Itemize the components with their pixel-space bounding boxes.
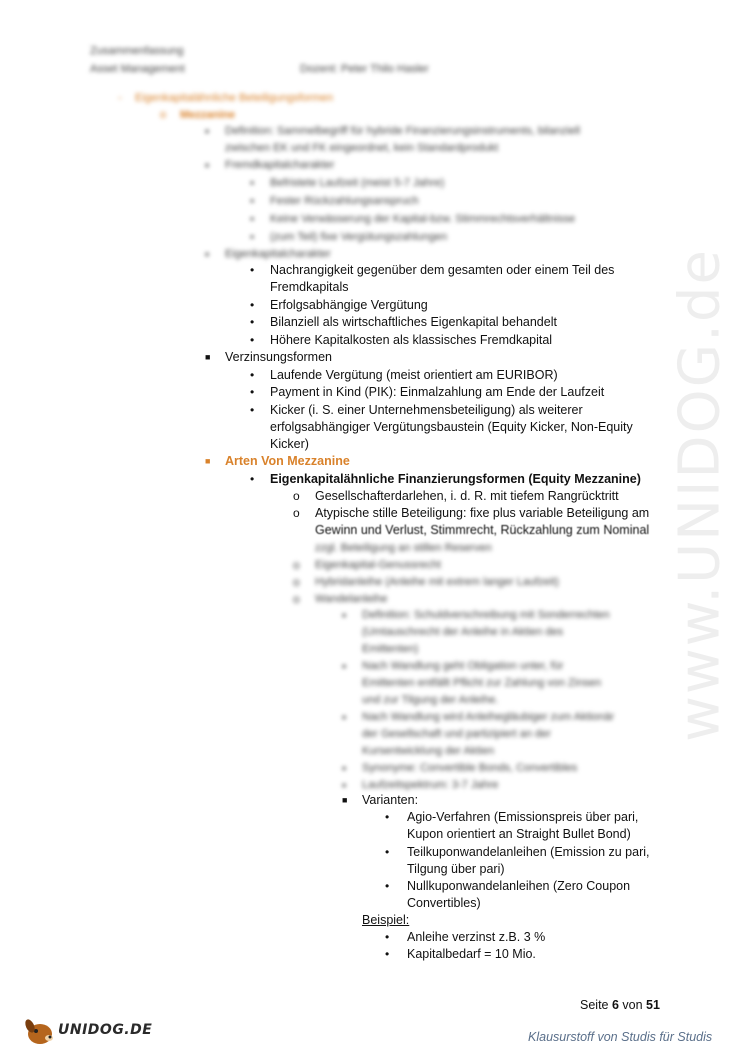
logo-text: UNIDOG.DE xyxy=(58,1022,153,1038)
document-page: www.UNIDOG.de Zusammenfassung Asset Management Dozent: Peter Thilo Hasler - Eigenkapitalähnliche Beteiligungsformen o Mezzanine ▪ Definition: Sammelbegriff für hybride Finanzierungsinstruments, bilanziell zwischen EK und FK eingeordnet, kein Standardprodukt ▪ Fremdkapitalcharakter • Befristete Laufzeit (meist 5-7 Jahre) • Fester Rückzahlungsanspruch • Keine Verwässerung der Kapital-bzw. Stimmrechtsverhältnisse • (zum Teil) fixe Vergütungszahlungen ▪ Eigenkapitalcharakter • Nachrangigkeit gegenüber dem gesamten oder einem Teil des Fremdkapitals • Erfolgsabhängige Vergütung • Bilanziell als wirtschaftliches Eigenkapital behandelt • Höhere Kapitalkosten als klassisches Fremdkapital ■ Verzinsungsformen • Laufende Vergütung (meist orientiert am EURIBOR) • Payment in Kind (PIK): Einmalzahlung am Ende der Laufzeit • Kicker (i. S. einer Unternehmensbeteiligung) als weiterer erfolgsabhängiger Vergütungsbaustein (Equity Kicker, Non-Equity Kicker) ■ Arten Von Mezzanine • Eigenkapitalähnliche Finanzierungsformen (Equity Mezzanine) o Gesellschafterdarlehen, i. d. R. mit tiefem Rangrücktritt o Atypische stille Beteiligung: fixe plus variable Beteiligung am Gewinn und Verlust, Stimmrecht, Rückzahlung zum Nominal zzgl. Beteiligung an stillen Reserven o Eigenkapital-Genussrecht o Hybridanleihe (Anleihe mit extrem langer Laufzeit) o Wandelanleihe ▪ Definition: Schuldverschreibung mit Sonderrechten (Umtauschrecht der Anleihe in Aktien des Emittenten) ▪ Nach Wandlung geht Obligation unter, für Emittenten entfällt Pflicht zur Zahlung von Zinsen und zur Tilgung der Anleihe. ▪ Nach Wandlung wird Anleihegläubiger zum Aktionär der Gesellschaft und partizipiert an der Kursentwicklung der Aktien ▪ Synonyme: Convertible Bonds, Convertibles ▪ Laufzeitspektrum: 3-7 Jahre ■ Varianten: • Agio-Verfahren (Emissionspreis über pari, Kupon orientiert an Straight Bullet Bond) • Teilkuponwandelanleihen (Emission zu pari, Tilgung über pari) • Nullkuponwandelanleihen (Zero Coupon Convertibles) Beispiel: • Anleihe verzinst z.B. 3 % • Kapitalbedarf = 10 Mio. Seite 6 von 51 UNIDOG.DE Klausurstoff von Studis für Studis xyxy=(0,0,750,1059)
page-separator: von xyxy=(618,998,647,1012)
wandelanleihe-item-cont: der Gesellschaft und partizipiert an der xyxy=(362,728,551,740)
variante-item-cont: Convertibles) xyxy=(407,896,481,910)
wandelanleihe-item: Nach Wandlung geht Obligation unter, für xyxy=(362,660,564,672)
page-number xyxy=(580,998,660,1012)
fk-item: Fester Rückzahlungsanspruch xyxy=(270,195,419,207)
arten-item: Gesellschafterdarlehen, i. d. R. mit tiefem Rangrücktritt xyxy=(315,489,619,503)
arten-item: Atypische stille Beteiligung: fixe plus variable Beteiligung am xyxy=(315,506,650,520)
wandelanleihe-item-cont: und zur Tilgung der Anleihe. xyxy=(362,694,499,706)
fk-item: Befristete Laufzeit (meist 5-7 Jahre) xyxy=(270,177,445,189)
beispiel-item: Kapitalbedarf = 10 Mio. xyxy=(407,947,536,961)
page-total: 51 xyxy=(646,998,660,1012)
definition-line-1: Definition: Sammelbegriff für hybride Finanzierungsinstruments, bilanziell xyxy=(225,125,581,137)
arten-item: Eigenkapital-Genussrecht xyxy=(315,559,441,571)
variante-item-cont: Kupon orientiert an Straight Bullet Bond) xyxy=(407,827,631,841)
fk-heading: Fremdkapitalcharakter xyxy=(225,159,335,171)
footer-slogan: Klausurstoff von Studis für Studis xyxy=(528,1030,713,1044)
equity-mezzanine-heading: Eigenkapitalähnliche Finanzierungsformen (Equity Mezzanine) xyxy=(270,472,641,486)
verzinsung-item: Kicker (i. S. einer Unternehmensbeteiligung) als weiterer xyxy=(270,403,583,417)
section-heading: Eigenkapitalähnliche Beteiligungsformen xyxy=(135,92,334,104)
wandelanleihe-item: Definition: Schuldverschreibung mit Sonderrechten xyxy=(362,609,610,621)
variante-item-cont: Tilgung über pari) xyxy=(407,862,505,876)
verzinsung-item-cont: erfolgsabhängiger Vergütungsbaustein (Equity Kicker, Non-Equity xyxy=(270,420,633,434)
ek-item: Erfolgsabhängige Vergütung xyxy=(270,298,428,312)
fk-item: Keine Verwässerung der Kapital-bzw. Stimmrechtsverhältnisse xyxy=(270,213,576,225)
variante-item: Nullkuponwandelanleihen (Zero Coupon xyxy=(407,879,631,893)
verzinsung-heading: Verzinsungsformen xyxy=(225,350,333,364)
definition-line-2: zwischen EK und FK eingeordnet, kein Standardprodukt xyxy=(225,142,499,154)
wandelanleihe-item: Laufzeitspektrum: 3-7 Jahre xyxy=(362,779,499,791)
arten-item-cont: Gewinn und Verlust, Stimmrecht, Rückzahlung zum Nominal xyxy=(315,523,650,537)
watermark xyxy=(640,250,750,740)
ek-heading: Eigenkapitalcharakter xyxy=(225,248,331,260)
ek-item-cont: Fremdkapitals xyxy=(270,280,349,294)
wandelanleihe-item-cont: (Umtauschrecht der Anleihe in Aktien des xyxy=(362,626,564,638)
varianten-heading: Varianten: xyxy=(362,793,419,807)
page-current: 6 xyxy=(611,998,619,1012)
header-title: Zusammenfassung xyxy=(90,45,184,57)
wandelanleihe-item: Synonyme: Convertible Bonds, Convertibles xyxy=(362,762,578,774)
verzinsung-item: Laufende Vergütung (meist orientiert am EURIBOR) xyxy=(270,368,558,382)
wandelanleihe-item: Nach Wandlung wird Anleihegläubiger zum Aktionär xyxy=(362,711,615,723)
page-prefix: Seite xyxy=(580,998,612,1012)
variante-item: Teilkuponwandelanleihen (Emission zu pari, xyxy=(407,845,650,859)
wandelanleihe-item-cont: Emittenten entfällt Pflicht zur Zahlung von Zinsen xyxy=(362,677,602,689)
wandelanleihe-item-cont: Emittenten) xyxy=(362,643,419,655)
header-lecturer: Dozent: Peter Thilo Hasler xyxy=(300,63,429,75)
arten-item: Hybridanleihe (Anleihe mit extrem langer Laufzeit) xyxy=(315,576,559,588)
beispiel-item: Anleihe verzinst z.B. 3 % xyxy=(407,930,546,944)
verzinsung-item-cont: Kicker) xyxy=(270,437,309,451)
ek-item: Höhere Kapitalkosten als klassisches Fremdkapital xyxy=(270,333,553,347)
arten-heading: Arten Von Mezzanine xyxy=(225,454,350,468)
arten-item: Wandelanleihe xyxy=(315,593,388,605)
beispiel-heading: Beispiel: xyxy=(362,913,410,927)
ek-item: Bilanziell als wirtschaftliches Eigenkapital behandelt xyxy=(270,315,557,329)
ek-item: Nachrangigkeit gegenüber dem gesamten oder einem Teil des xyxy=(270,263,615,277)
fk-item: (zum Teil) fixe Vergütungszahlungen xyxy=(270,231,448,243)
watermark-text: www.UNIDOG.de xyxy=(667,248,733,742)
variante-item: Agio-Verfahren (Emissionspreis über pari, xyxy=(407,810,639,824)
arten-item-cont: zzgl. Beteiligung an stillen Reserven xyxy=(315,542,492,554)
header-subject: Asset Management xyxy=(90,63,185,75)
subsection-heading: Mezzanine xyxy=(180,109,236,121)
wandelanleihe-item-cont: Kursentwicklung der Aktien xyxy=(362,745,495,757)
verzinsung-item: Payment in Kind (PIK): Einmalzahlung am Ende der Laufzeit xyxy=(270,385,605,399)
